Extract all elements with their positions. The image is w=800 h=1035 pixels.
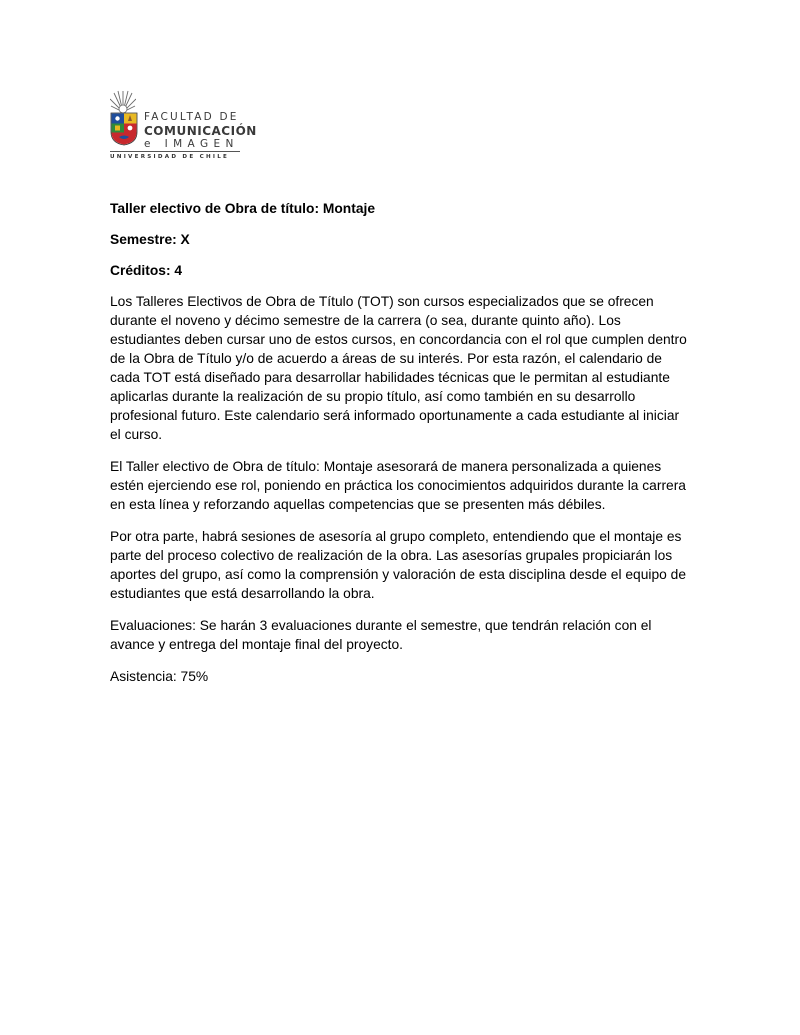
paragraph-evaluations: Evaluaciones: Se harán 3 evaluaciones durante el semestre, que tendrán relación con el avance y entrega del montaje final del proyecto. — [110, 618, 652, 652]
paragraph-montaje: El Taller electivo de Obra de título: Montaje asesorará de manera personalizada a quienes estén ejerciendo ese rol, poniendo en práctica los conocimientos adquiridos durante la carrera en esta línea y reforzando aquellas competencias que se presenten más débiles. — [110, 459, 686, 512]
faculty-logo — [110, 90, 257, 162]
logo-text-faculty: FACULTAD DE — [144, 111, 239, 123]
logo-text-communication: COMUNICACIÓN — [144, 124, 257, 138]
logo-text-image: e IMAGEN — [144, 138, 239, 150]
paragraph-attendance: Asistencia: 75% — [110, 669, 209, 684]
course-semester: Semestre: X — [110, 232, 190, 247]
paragraph-group-sessions: Por otra parte, habrá sesiones de asesoría al grupo completo, entendiendo que el montaje es parte del proceso colectivo de realización de la obra. Las asesorías grupales propiciarán los aportes del grupo, así como la comprensión y valoración de esta disciplina desde el equipo de estudiantes que está desarrollando la obra. — [110, 529, 686, 601]
paragraph-intro: Los Talleres Electivos de Obra de Título (TOT) son cursos especializados que se ofrecen durante el noveno y décimo semestre de la carrera (o sea, durante quinto año). Los estudiantes deben cursar uno de estos cursos, en concordancia con el rol que cumplen dentro de la Obra de Título y/o de acuerdo a áreas de su interés. Por esta razón, el calendario de cada TOT está diseñado para desarrollar habilidades técnicas que le permitan al estudiante aplicarlas durante la realización de su propio título, así como también en su desarrollo profesional futuro. Este calendario será informado oportunamente a cada estudiante al iniciar el curso. — [110, 294, 687, 442]
course-title: Taller electivo de Obra de título: Montaje — [110, 201, 375, 216]
logo-divider — [110, 151, 240, 152]
sun-emblem-icon — [110, 90, 136, 114]
university-shield-icon — [110, 112, 138, 146]
document-body — [110, 199, 690, 699]
course-credits: Créditos: 4 — [110, 263, 183, 278]
logo-text-university: UNIVERSIDAD DE CHILE — [110, 154, 230, 160]
